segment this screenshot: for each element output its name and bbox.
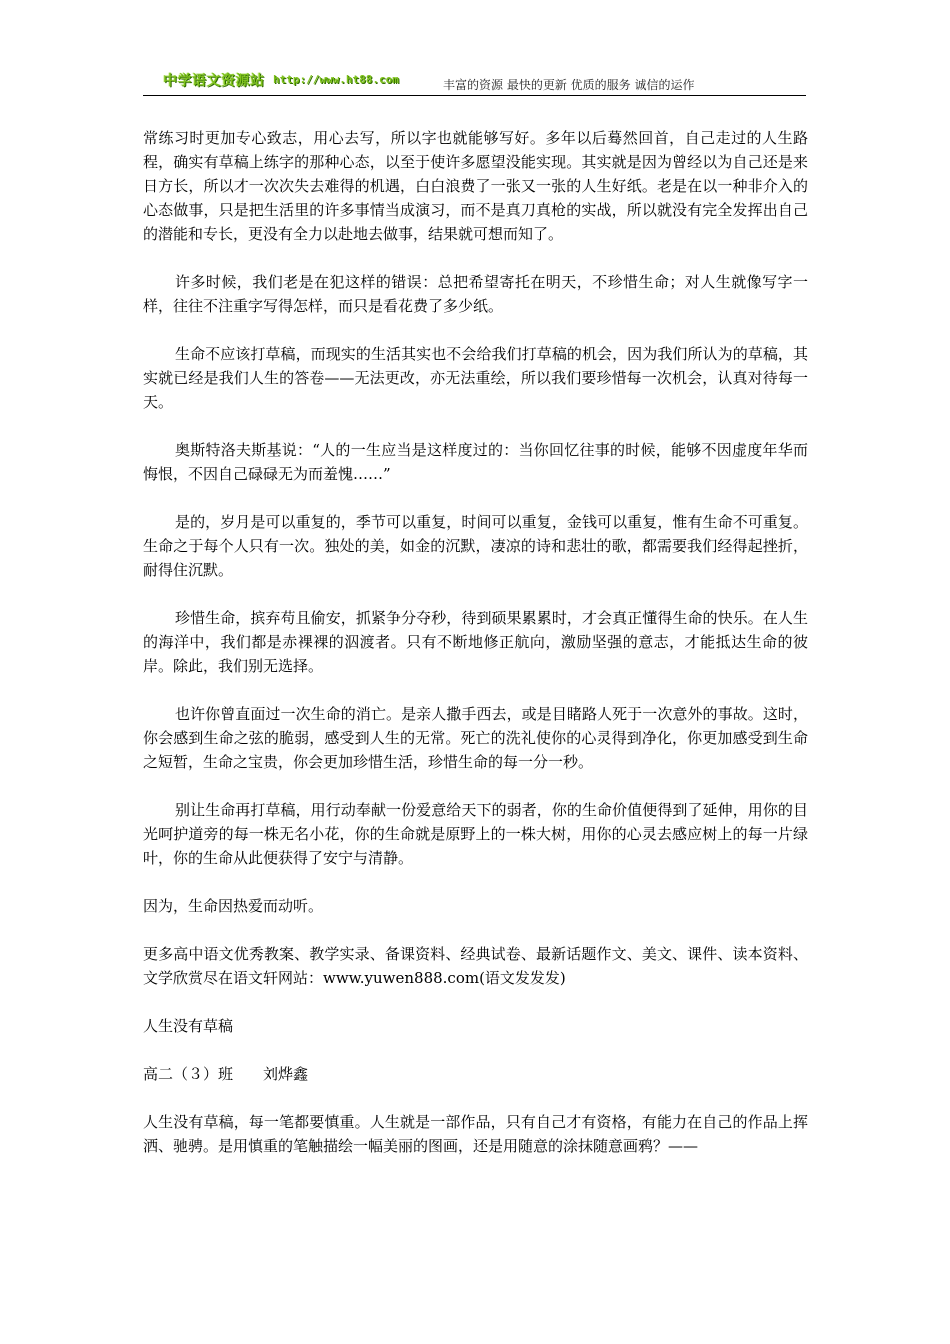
paragraph: 珍惜生命，摈弃苟且偷安，抓紧争分夺秒，待到硕果累累时，才会真正懂得生命的快乐。在人生的海洋中，我们都是赤裸裸的泅渡者。只有不断地修正航向，激励坚强的意志，才能抵达生命的彼岸。除此，我们别无选择。: [143, 609, 808, 675]
byline-author: 刘烨鑫: [263, 1065, 309, 1083]
page-header: [143, 68, 806, 96]
paragraph: 许多时候，我们老是在犯这样的错误：总把希望寄托在明天，不珍惜生命；对人生就像写字一样，往往不注重字写得怎样，而只是看花费了多少纸。: [143, 273, 808, 315]
paragraph: 别让生命再打草稿，用行动奉献一份爱意给天下的弱者，你的生命价值便得到了延伸，用你的目光呵护道旁的每一株无名小花，你的生命就是原野上的一株大树，用你的心灵去感应树上的每一片绿叶，你的生命从此便获得了安宁与清静。: [143, 801, 808, 867]
site-url[interactable]: http://www.ht88.com: [273, 73, 399, 86]
paragraph-continued: 常练习时更加专心致志，用心去写，所以字也就能够写好。多年以后蓦然回首，自己走过的人生路程，确实有草稿上练字的那种心态，以至于使许多愿望没能实现。其实就是因为曾经以为自己还是来日方长，所以才一次次失去难得的机遇，白白浪费了一张又一张的人生好纸。老是在以一种非介入的心态做事，只是把生活里的许多事情当成演习，而不是真刀真枪的实战，所以就没有完全发挥出自己的潜能和专长，更没有全力以赴地去做事，结果就可想而知了。: [143, 129, 808, 243]
document-body: [143, 126, 808, 1182]
site-logo[interactable]: 中学语文资源站: [163, 73, 265, 89]
paragraph-quote: 奥斯特洛夫斯基说：“人的一生应当是这样度过的：当你回忆往事的时候，能够不因虚度年华而悔恨，不因自己碌碌无为而羞愧……”: [143, 441, 808, 483]
paragraph: 生命不应该打草稿，而现实的生活其实也不会给我们打草稿的机会，因为我们所认为的草稿，其实就已经是我们人生的答卷——无法更改，亦无法重绘，所以我们要珍惜每一次机会，认真对待每一天。: [143, 345, 808, 411]
essay-title: 人生没有草稿: [143, 1017, 234, 1035]
essay-byline: [143, 1062, 808, 1086]
paragraph: 是的，岁月是可以重复的，季节可以重复，时间可以重复，金钱可以重复，惟有生命不可重复。生命之于每个人只有一次。独处的美，如金的沉默，凄凉的诗和悲壮的歌，都需要我们经得起挫折，耐得住沉默。: [143, 513, 808, 579]
byline-class: 高二（３）班: [143, 1065, 234, 1083]
paragraph-conclusion: 因为，生命因热爱而动听。: [143, 897, 324, 915]
paragraph: 人生没有草稿，每一笔都要慎重。人生就是一部作品，只有自己才有资格，有能力在自己的作品上挥洒、驰骋。是用慎重的笔触描绘一幅美丽的图画，还是用随意的涂抹随意画鸦？——: [143, 1113, 808, 1155]
paragraph: 也许你曾直面过一次生命的消亡。是亲人撒手西去，或是目睹路人死于一次意外的事故。这时，你会感到生命之弦的脆弱，感受到人生的无常。死亡的洗礼使你的心灵得到净化，你更加感受到生命之短暂，生命之宝贵，你会更加珍惜生活，珍惜生命的每一分一秒。: [143, 705, 808, 771]
header-slogan: 丰富的资源 最快的更新 优质的服务 诚信的运作: [443, 78, 695, 92]
site-promo: 更多高中语文优秀教案、教学实录、备课资料、经典试卷、最新话题作文、美文、课件、读本资料、文学欣赏尽在语文轩网站：www.yuwen888.com(语文发发发): [143, 945, 808, 987]
